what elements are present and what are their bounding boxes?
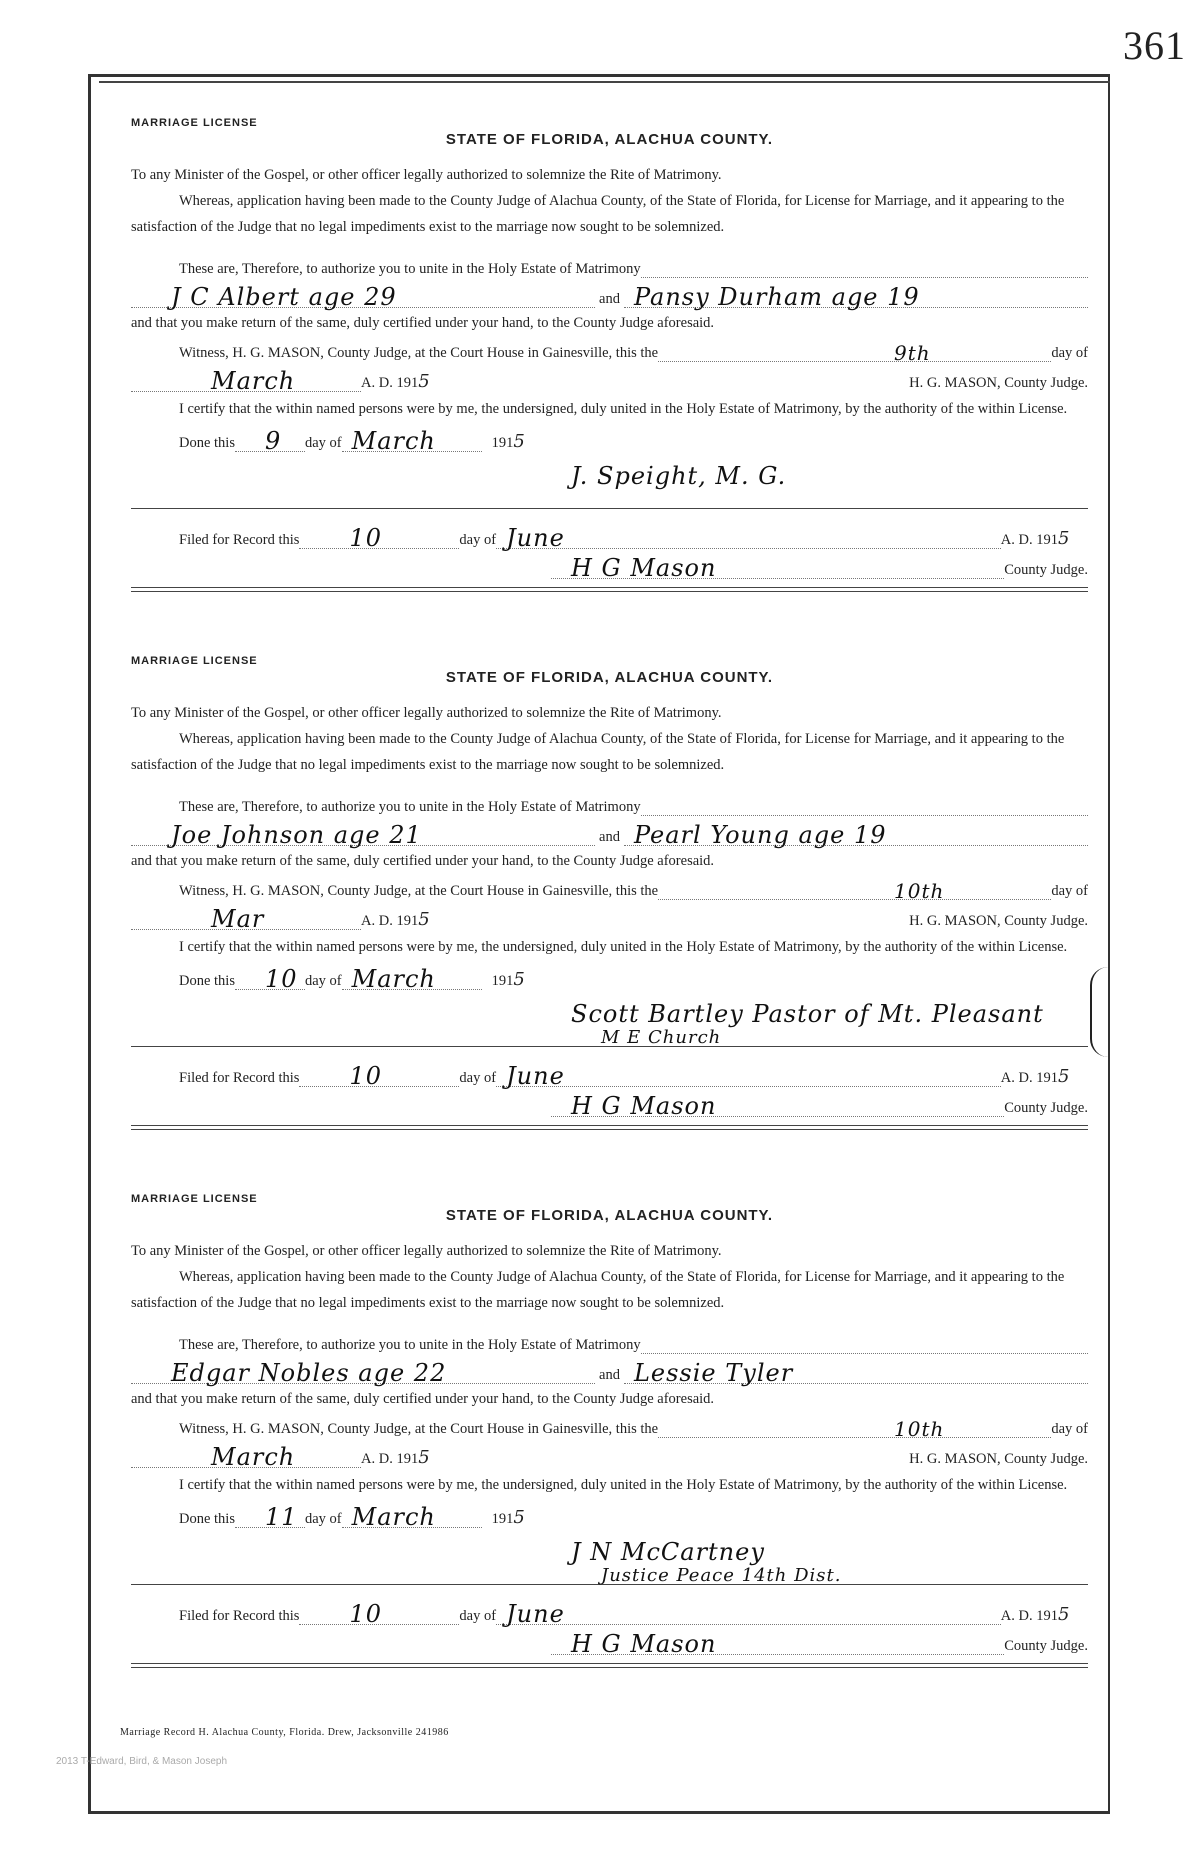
authorize-line (131, 248, 1088, 278)
bride-name: Lessie Tyler (633, 1359, 794, 1387)
whereas-paragraph: Whereas, application having been made to the County Judge of Alachua County, of the State of Florida, for License for Marriage, and it appearing to the satisfaction of the Judge that no legal impediments exist to the marriage now sought to be solemnized. (131, 193, 1065, 235)
ad-text: A. D. 191 (361, 375, 419, 391)
marriage-license (131, 1193, 1088, 1731)
return-line: and that you make return of the same, duly certified under your hand, to the County Judge aforesaid. (131, 1391, 715, 1407)
filed-text: Filed for Record this (179, 1070, 300, 1086)
filed-month-field (496, 1062, 1001, 1090)
address-line: To any Minister of the Gospel, or other officer legally authorized to solemnize the Rite of Matrimony. (131, 167, 722, 183)
bride-field (624, 1359, 1088, 1387)
witness-month: Mar (211, 905, 265, 933)
filed-year: 5 (1058, 1604, 1070, 1625)
done-this-text: Done this (179, 973, 235, 989)
marriage-license (131, 117, 1088, 655)
filed-line (131, 1057, 1088, 1090)
done-year: 5 (513, 1507, 525, 1528)
authorize-text: These are, Therefore, to authorize you to unite in the Holy Estate of Matrimony (179, 799, 641, 815)
certify-paragraph: I certify that the within named persons were by me, the undersigned, duly united in the Holy Estate of Matrimony, by the authority of the within License. (179, 401, 1068, 417)
witness-year: 5 (418, 371, 430, 392)
filed-ad-text: A. D. 191 (1000, 532, 1058, 548)
judge-text: H. G. MASON, County Judge. (909, 1451, 1088, 1467)
filed-month: June (506, 524, 565, 552)
filed-day-field (299, 1600, 459, 1628)
filed-day-field (299, 1062, 459, 1090)
day-of-text: day of (1051, 883, 1088, 899)
officiant-signature-line (131, 994, 1088, 1047)
done-day-field (235, 427, 305, 455)
witness-day-field (658, 341, 1051, 365)
ad-text: A. D. 191 (361, 1451, 419, 1467)
filed-year: 5 (1058, 528, 1070, 549)
done-year-prefix: 191 (491, 1511, 514, 1527)
filed-year: 5 (1058, 1066, 1070, 1087)
witness-month-field (131, 367, 361, 395)
done-month: March (351, 965, 436, 993)
authorize-dots (641, 1333, 1088, 1354)
footer-imprint: Marriage Record H. Alachua County, Florida. Drew, Jacksonville 241986 (120, 1727, 449, 1738)
license-title: STATE OF FLORIDA, ALACHUA COUNTY. (445, 1207, 774, 1224)
filed-text: Filed for Record this (179, 532, 300, 548)
license-separator (131, 587, 1088, 592)
certify-paragraph: I certify that the within named persons were by me, the undersigned, duly united in the Holy Estate of Matrimony, by the authority of the within License. (179, 1477, 1068, 1493)
done-month-field (342, 1503, 482, 1531)
done-year-prefix: 191 (491, 973, 514, 989)
filed-text: Filed for Record this (179, 1608, 300, 1624)
filed-line (131, 1595, 1088, 1628)
page-number: 361 (1123, 23, 1186, 68)
done-line (131, 422, 1088, 455)
done-this-text: Done this (179, 435, 235, 451)
done-month-field (342, 965, 482, 993)
address-line: To any Minister of the Gospel, or other officer legally authorized to solemnize the Rite of Matrimony. (131, 705, 722, 721)
bride-name: Pansy Durham age 19 (633, 283, 920, 311)
judge-signature: H G Mason (571, 554, 717, 582)
done-year: 5 (513, 969, 525, 990)
whereas-paragraph: Whereas, application having been made to the County Judge of Alachua County, of the State of Florida, for License for Marriage, and it appearing to the satisfaction of the Judge that no legal impediments exist to the marriage now sought to be solemnized. (131, 1269, 1065, 1311)
done-day: 10 (264, 965, 298, 993)
authorize-text: These are, Therefore, to authorize you to unite in the Holy Estate of Matrimony (179, 261, 641, 277)
judge-signature-line (131, 1087, 1088, 1120)
certify-paragraph: I certify that the within named persons were by me, the undersigned, duly united in the Holy Estate of Matrimony, by the authority of the within License. (179, 939, 1068, 955)
authorize-dots (641, 257, 1088, 278)
groom-name: Joe Johnson age 21 (171, 821, 422, 849)
done-year: 5 (513, 431, 525, 452)
authorize-line (131, 786, 1088, 816)
authorize-line (131, 1324, 1088, 1354)
witness-month-field (131, 905, 361, 933)
witness-month: March (211, 367, 296, 395)
witness-day-field (658, 1417, 1051, 1441)
names-line (131, 278, 1088, 311)
witness-day: 10th (894, 1417, 945, 1441)
officiant-title: Justice Peace 14th Dist. (601, 1565, 842, 1586)
address-line: To any Minister of the Gospel, or other officer legally authorized to solemnize the Rite of Matrimony. (131, 1243, 722, 1259)
filed-ad-text: A. D. 191 (1000, 1070, 1058, 1086)
done-month: March (351, 427, 436, 455)
done-day-of-text: day of (304, 1511, 342, 1527)
done-month-field (342, 427, 482, 455)
filed-month: June (506, 1600, 565, 1628)
witness-month-line (131, 1438, 1088, 1471)
names-line (131, 816, 1088, 849)
filed-ad-text: A. D. 191 (1000, 1608, 1058, 1624)
license-separator (131, 1663, 1088, 1668)
ad-text: A. D. 191 (361, 913, 419, 929)
witness-text: Witness, H. G. MASON, County Judge, at the Court House in Gainesville, this the (179, 883, 659, 899)
page-curl (1090, 967, 1108, 1057)
bride-name: Pearl Young age 19 (633, 821, 887, 849)
license-label: MARRIAGE LICENSE (131, 117, 258, 129)
return-line: and that you make return of the same, duly certified under your hand, to the County Judge aforesaid. (131, 315, 715, 331)
judge-signature-line (131, 549, 1088, 582)
done-this-text: Done this (179, 1511, 235, 1527)
license-label: MARRIAGE LICENSE (131, 655, 258, 667)
filed-day: 10 (349, 1600, 382, 1628)
done-day-of-text: day of (304, 973, 342, 989)
done-day: 9 (264, 427, 282, 455)
license-label: MARRIAGE LICENSE (131, 1193, 258, 1205)
judge-signature-field (551, 1630, 1004, 1658)
witness-month-line (131, 362, 1088, 395)
witness-day: 10th (894, 879, 945, 903)
done-line (131, 1498, 1088, 1531)
license-title: STATE OF FLORIDA, ALACHUA COUNTY. (445, 131, 774, 148)
groom-field (131, 283, 595, 311)
witness-line (131, 1412, 1088, 1441)
judge-signature-field (551, 554, 1004, 582)
done-day-of-text: day of (304, 435, 342, 451)
groom-field (131, 821, 595, 849)
officiant-signature-line (131, 1532, 1088, 1585)
filed-day-of-text: day of (459, 1070, 497, 1086)
bride-field (624, 821, 1088, 849)
and-text: and (599, 291, 620, 307)
whereas-paragraph: Whereas, application having been made to the County Judge of Alachua County, of the State of Florida, for License for Marriage, and it appearing to the satisfaction of the Judge that no legal impediments exist to the marriage now sought to be solemnized. (131, 731, 1065, 773)
bride-field (624, 283, 1088, 311)
witness-month-field (131, 1443, 361, 1471)
witness-year: 5 (418, 1447, 430, 1468)
authorize-dots (641, 795, 1088, 816)
witness-text: Witness, H. G. MASON, County Judge, at the Court House in Gainesville, this the (179, 345, 659, 361)
officiant-signature-line (131, 456, 1088, 509)
officiant-title: M E Church (601, 1027, 722, 1048)
groom-name: J C Albert age 29 (171, 283, 397, 311)
county-judge-text: County Judge. (1004, 1100, 1088, 1116)
witness-year: 5 (418, 909, 430, 930)
return-line: and that you make return of the same, duly certified under your hand, to the County Judge aforesaid. (131, 853, 715, 869)
day-of-text: day of (1051, 345, 1088, 361)
filed-line (131, 519, 1088, 552)
witness-month-line (131, 900, 1088, 933)
judge-text: H. G. MASON, County Judge. (909, 375, 1088, 391)
judge-signature: H G Mason (571, 1630, 717, 1658)
groom-field (131, 1359, 595, 1387)
filed-day-of-text: day of (459, 1608, 497, 1624)
filed-day-of-text: day of (459, 532, 497, 548)
marriage-license (131, 655, 1088, 1193)
licenses-container (131, 117, 1088, 1731)
done-day-field (235, 1503, 305, 1531)
record-frame (88, 74, 1110, 1814)
county-judge-text: County Judge. (1004, 562, 1088, 578)
day-of-text: day of (1051, 1421, 1088, 1437)
and-text: and (599, 1367, 620, 1383)
filed-day: 10 (349, 1062, 382, 1090)
judge-text: H. G. MASON, County Judge. (909, 913, 1088, 929)
done-year-prefix: 191 (491, 435, 514, 451)
county-judge-text: County Judge. (1004, 1638, 1088, 1654)
witness-day-field (658, 879, 1051, 903)
officiant-signature: Scott Bartley Pastor of Mt. Pleasant (571, 1000, 1044, 1028)
done-month: March (351, 1503, 436, 1531)
groom-name: Edgar Nobles age 22 (171, 1359, 447, 1387)
witness-line (131, 874, 1088, 903)
witness-day: 9th (894, 341, 931, 365)
filed-month: June (506, 1062, 565, 1090)
license-title: STATE OF FLORIDA, ALACHUA COUNTY. (445, 669, 774, 686)
witness-text: Witness, H. G. MASON, County Judge, at the Court House in Gainesville, this the (179, 1421, 659, 1437)
judge-signature: H G Mason (571, 1092, 717, 1120)
done-line (131, 960, 1088, 993)
names-line (131, 1354, 1088, 1387)
authorize-text: These are, Therefore, to authorize you to unite in the Holy Estate of Matrimony (179, 1337, 641, 1353)
done-day-field (235, 965, 305, 993)
witness-line (131, 336, 1088, 365)
license-separator (131, 1125, 1088, 1130)
judge-signature-line (131, 1625, 1088, 1658)
and-text: and (599, 829, 620, 845)
filed-month-field (496, 524, 1001, 552)
watermark: 2013 T-Edward, Bird, & Mason Joseph (56, 1756, 228, 1767)
witness-month: March (211, 1443, 296, 1471)
filed-month-field (496, 1600, 1001, 1628)
officiant-signature: J N McCartney (571, 1538, 765, 1566)
officiant-signature: J. Speight, M. G. (571, 462, 787, 490)
filed-day-field (299, 524, 459, 552)
done-day: 11 (264, 1503, 298, 1531)
filed-day: 10 (349, 524, 382, 552)
judge-signature-field (551, 1092, 1004, 1120)
